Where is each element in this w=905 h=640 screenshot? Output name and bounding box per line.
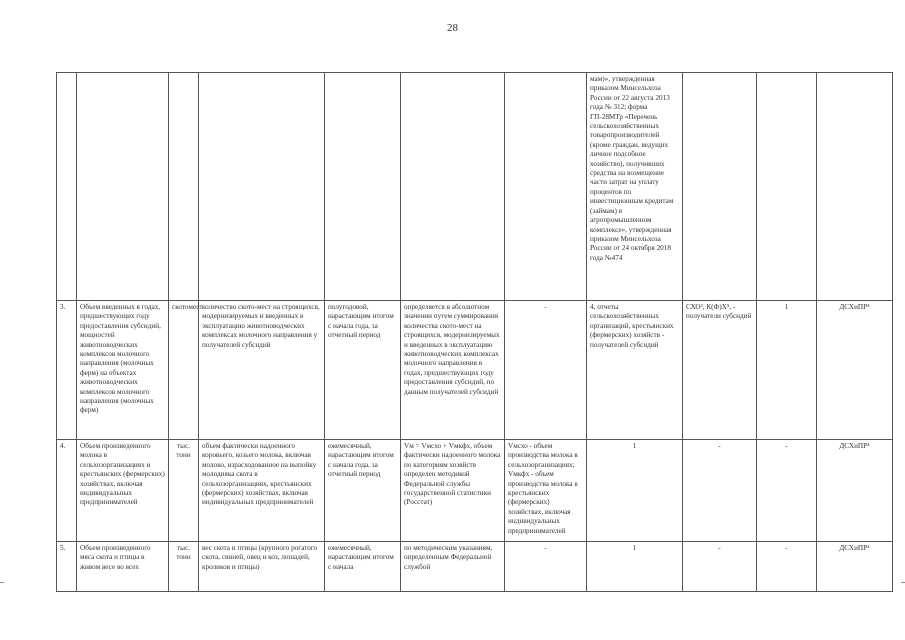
cell-empty bbox=[505, 73, 587, 301]
table-row bbox=[57, 301, 893, 440]
cell-empty bbox=[57, 73, 77, 301]
cell-empty bbox=[401, 73, 505, 301]
indicator-definition: количество ското-мест на строящихся, модернизируемых и введенных в эксплуатацию животноводческих комплексах молочного направления у получателей субсидий bbox=[199, 301, 325, 440]
cell-empty bbox=[817, 73, 893, 301]
scan-edge-mark-left bbox=[0, 582, 4, 583]
row-number: 3. bbox=[57, 301, 77, 440]
population: - bbox=[683, 542, 757, 592]
data-source: 1 bbox=[587, 440, 683, 542]
basic-indicators: - bbox=[505, 301, 587, 440]
periodicity: ежемесячный, нарастающим итогом с начала года, за отчетный период bbox=[325, 440, 401, 542]
cell-source-continuation: мам)», утвержденная приказом Минсельхоза России от 22 августа 2013 года № 312; форма ГП-28МТр «Перечень сельскохозяйственных товаропроизводителей (кроме граждан, ведущих личное подсобное хозяйство), получивших средства на возмещение части затрат на уплату процентов по инвестиционным кредитам (займам) в агропромышленном комплексе», утвержденная приказом Минсельхоза России от 24 октября 2018 года №474 bbox=[587, 73, 683, 301]
frequency: - bbox=[757, 542, 817, 592]
unit-of-measure: тыс. тонн bbox=[169, 542, 199, 592]
table-row bbox=[57, 440, 893, 542]
indicators-table bbox=[56, 72, 893, 592]
calculation-method: по методическим указаниям, определенным Федеральной службой bbox=[401, 542, 505, 592]
frequency: - bbox=[757, 440, 817, 542]
row-number: 4. bbox=[57, 440, 77, 542]
cell-empty bbox=[683, 73, 757, 301]
frequency: 1 bbox=[757, 301, 817, 440]
calculation-method: определяется в абсолютном значении путем суммирования количества ското-мест на строящихся, модернизируемых и введенных в эксплуатацию животноводческих комплексах молочного направления в годах, предшествующих году предоставления субсидий, по данным получателей субсидий bbox=[401, 301, 505, 440]
unit-of-measure: тыс. тонн bbox=[169, 440, 199, 542]
table-row-continuation bbox=[57, 73, 893, 301]
indicator-definition: объем фактически надоенного коровьего, козьего молока, включая молоко, израсходованное на выпойку молодняка скота в сельхозорганизациях, крестьянских (фермерских) хозяйствах, включая индивидуальных предпринимателей bbox=[199, 440, 325, 542]
population: СХО³, К(Ф)Х⁵, - получатели субсидий bbox=[683, 301, 757, 440]
indicator-name: Объем произведенного мяса скота и птицы в живом весе во всех bbox=[77, 542, 169, 592]
responsible: ДСХиПР⁴ bbox=[817, 542, 893, 592]
scan-edge-mark-right bbox=[901, 582, 905, 583]
row-number: 5. bbox=[57, 542, 77, 592]
calculation-method: Vм = Vмсхо + Vмкфх, объем фактически надоенного молока по категориям хозяйств определен методикой Федеральной службы государственной статистики (Росстат) bbox=[401, 440, 505, 542]
responsible: ДСХиПР⁴ bbox=[817, 301, 893, 440]
cell-empty bbox=[199, 73, 325, 301]
table-row bbox=[57, 542, 893, 592]
cell-empty bbox=[169, 73, 199, 301]
indicator-definition: вес скота и птицы (крупного рогатого скота, свиней, овец и коз, лошадей, кроликов и птицы) bbox=[199, 542, 325, 592]
cell-empty bbox=[325, 73, 401, 301]
indicator-name: Объем введенных в годах, предшествующих году предоставления субсидий, мощностей животноводческих комплексов молочного направления (молочных ферм) на объектах животноводческих комплексов молочного направления (молочных ферм) bbox=[77, 301, 169, 440]
cell-empty bbox=[77, 73, 169, 301]
population: - bbox=[683, 440, 757, 542]
data-source: 1 bbox=[587, 542, 683, 592]
page-number: 28 bbox=[447, 22, 458, 34]
cell-empty bbox=[757, 73, 817, 301]
basic-indicators: Vмсхо - объем производства молока в сельхозорганизациях; Vмкфх - объем производства молока в крестьянских (фермерских) хозяйствах, включая индивидуальных предпринимателей bbox=[505, 440, 587, 542]
periodicity: полугодовой, нарастающим итогом с начала года, за отчетный период bbox=[325, 301, 401, 440]
basic-indicators: - bbox=[505, 542, 587, 592]
data-source: 4, отчеты сельскохозяйственных организаций, крестьянских (фермерских) хозяйств - получателей субсидий bbox=[587, 301, 683, 440]
periodicity: ежемесячный, нарастающим итогом с начала bbox=[325, 542, 401, 592]
indicator-name: Объем произведенного молока в сельхозорганизациях и крестьянских (фермерских) хозяйствах, включая индивидуальных предпринимателей bbox=[77, 440, 169, 542]
unit-of-measure: скотомест bbox=[169, 301, 199, 440]
responsible: ДСХиПР⁴ bbox=[817, 440, 893, 542]
